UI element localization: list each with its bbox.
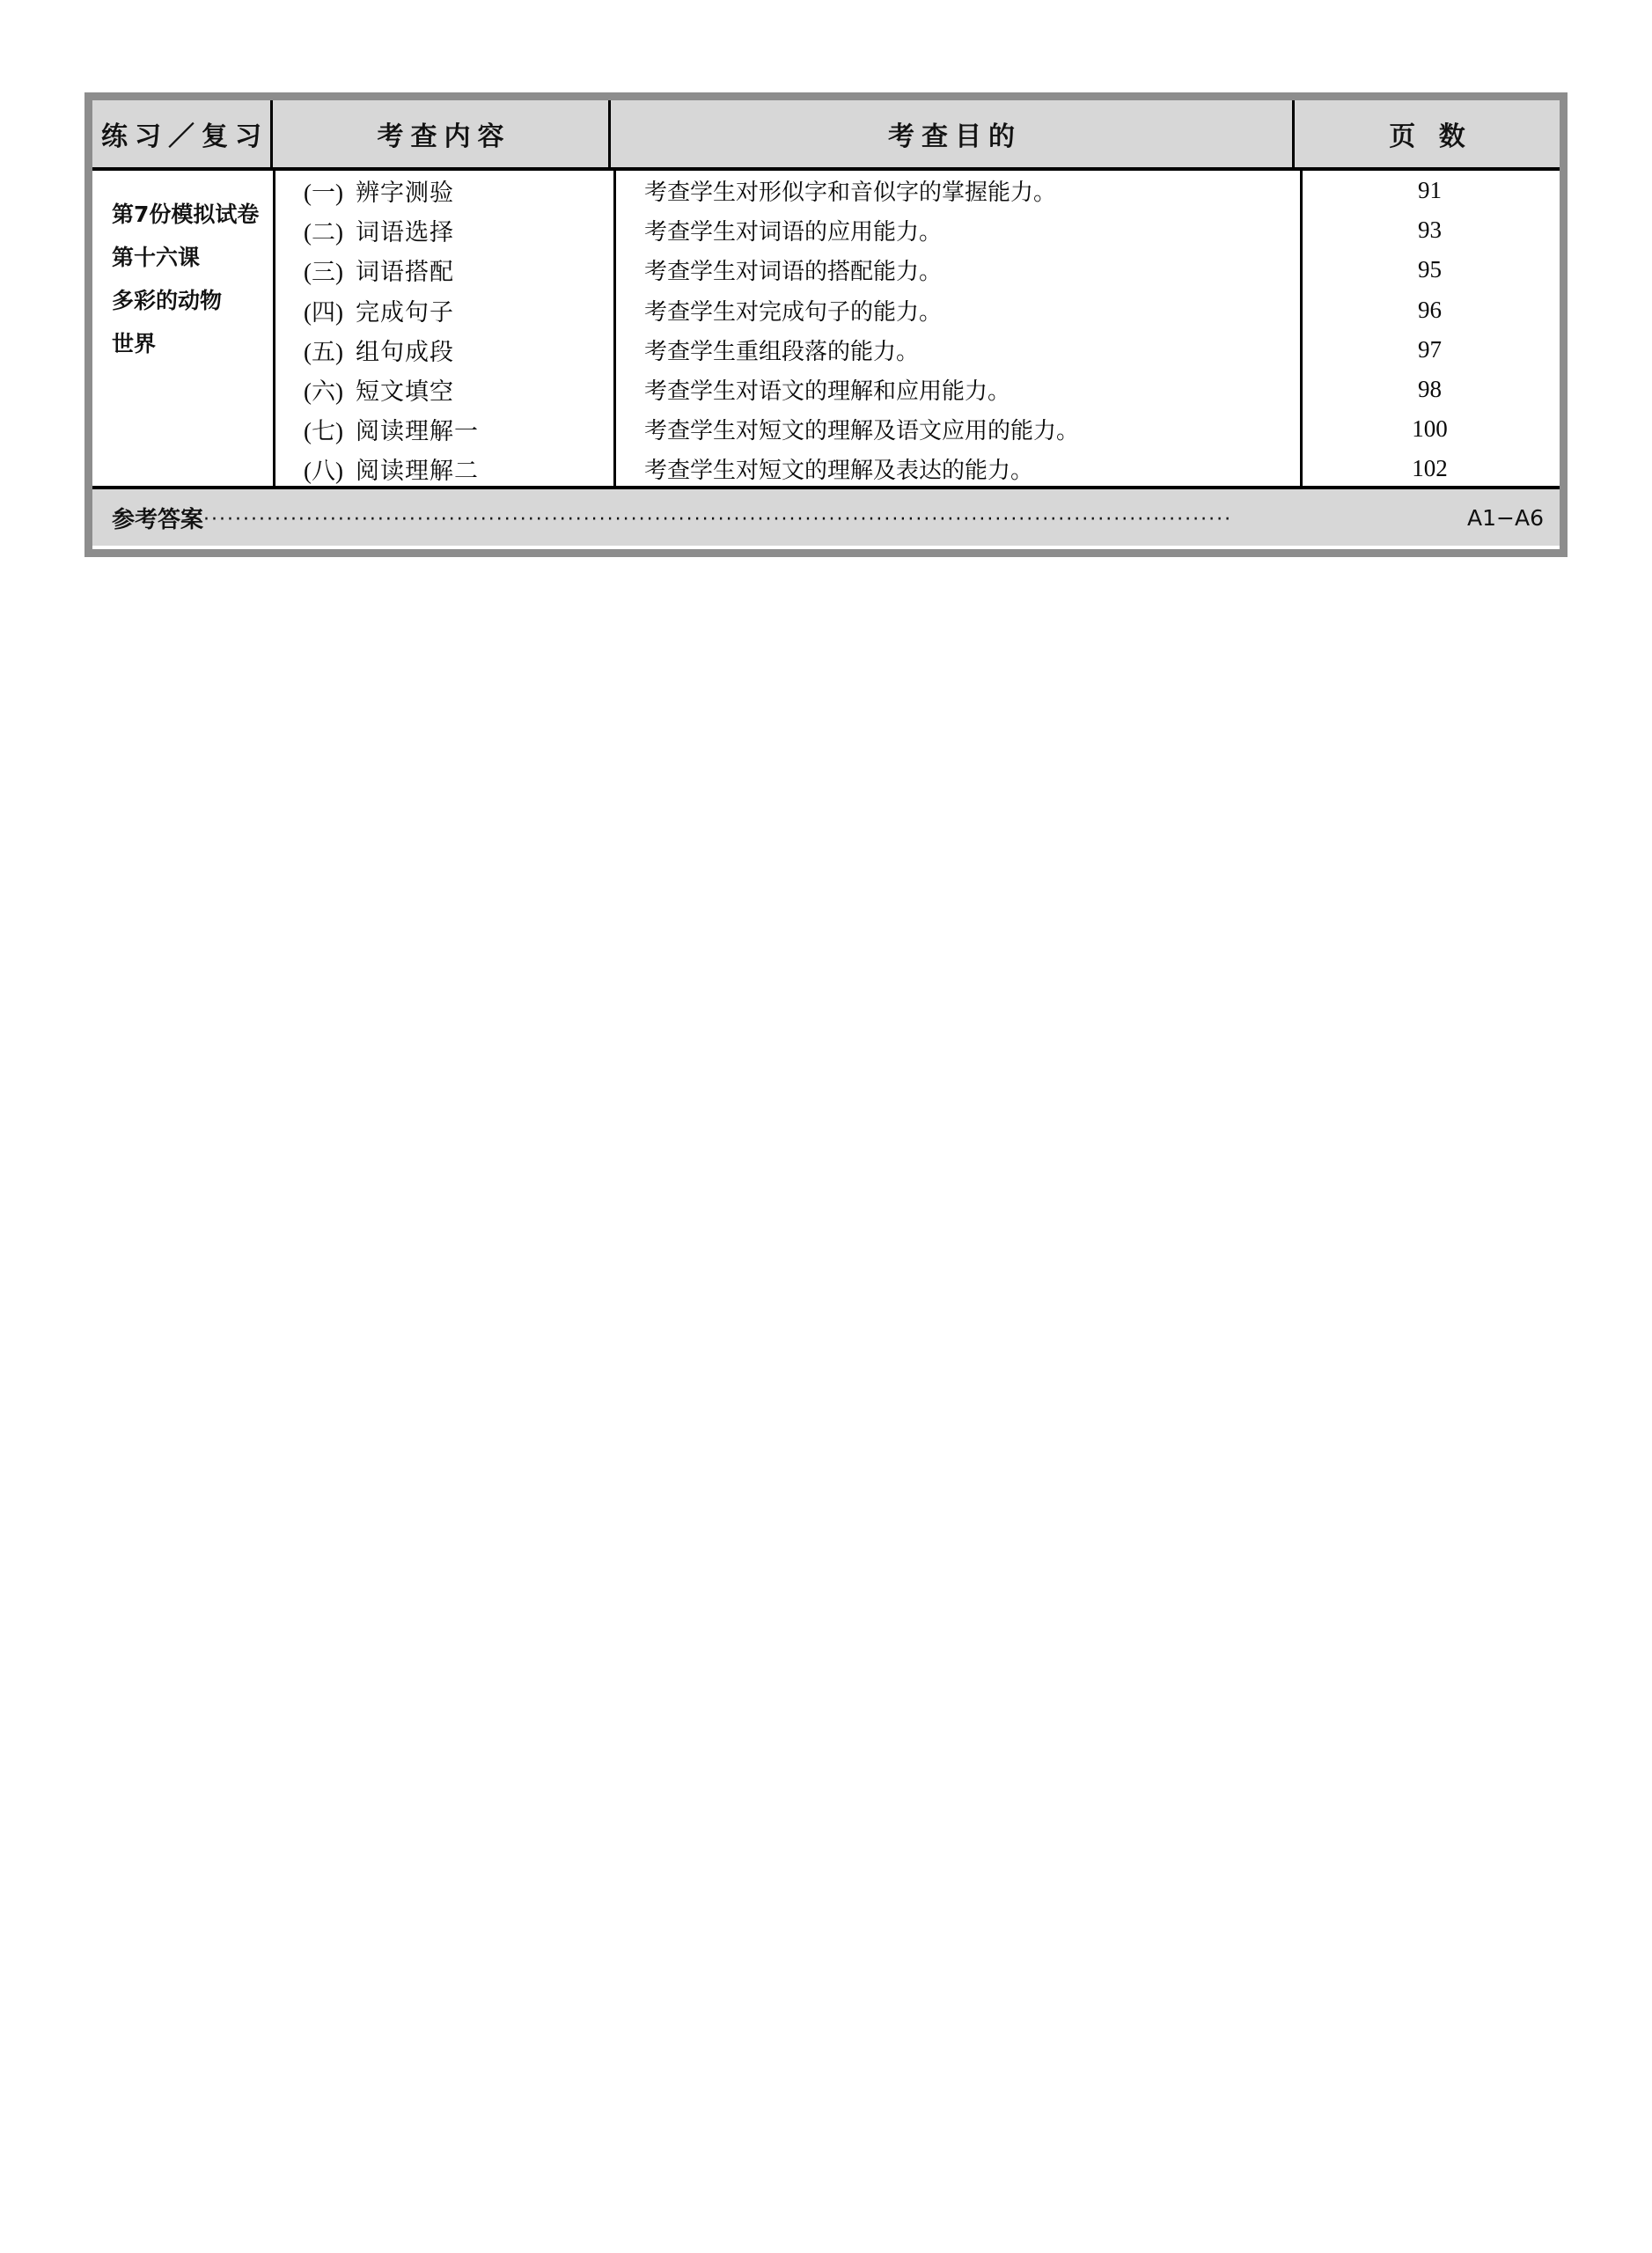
table-row bbox=[273, 250, 1560, 290]
answer-key-label: 参考答案 bbox=[112, 506, 204, 533]
table-row bbox=[273, 210, 1560, 250]
column-header-content: 考查内容 bbox=[273, 100, 611, 167]
row-purpose: 考查学生重组段落的能力。 bbox=[644, 338, 920, 364]
table-row bbox=[273, 370, 1560, 409]
table-body bbox=[92, 171, 1560, 489]
dot-leader: ·································································································································· bbox=[203, 508, 1233, 531]
row-content bbox=[273, 451, 613, 486]
row-purpose: 考查学生对词语的应用能力。 bbox=[644, 219, 943, 246]
row-purpose: 考查学生对短文的理解及语文应用的能力。 bbox=[644, 418, 1080, 444]
table-row bbox=[273, 449, 1560, 488]
row-page-number: 97 bbox=[1418, 335, 1442, 363]
unit-line: 世界 bbox=[112, 331, 157, 356]
row-content bbox=[273, 253, 613, 287]
toc-table bbox=[92, 100, 1560, 549]
row-content bbox=[273, 372, 613, 407]
row-content-label: 词语搭配 bbox=[355, 259, 454, 286]
row-number: (三) bbox=[304, 259, 343, 286]
row-page-number: 96 bbox=[1418, 296, 1442, 323]
column-header-purpose: 考查目的 bbox=[611, 100, 1295, 167]
table-row bbox=[273, 409, 1560, 449]
table-header-row bbox=[92, 100, 1560, 171]
row-number: (五) bbox=[304, 338, 343, 365]
row-content-label: 短文填空 bbox=[355, 378, 454, 406]
row-number: (八) bbox=[304, 458, 343, 485]
row-purpose: 考查学生对完成句子的能力。 bbox=[644, 298, 943, 325]
row-page-number: 93 bbox=[1418, 216, 1442, 244]
row-number: (六) bbox=[304, 378, 343, 406]
column-header-page: 页 数 bbox=[1389, 121, 1472, 152]
row-page-number: 98 bbox=[1418, 376, 1442, 403]
row-page-number: 102 bbox=[1412, 455, 1448, 482]
row-number: (一) bbox=[304, 180, 343, 207]
row-purpose: 考查学生对语文的理解和应用能力。 bbox=[644, 378, 1011, 405]
unit-cell bbox=[92, 171, 273, 365]
row-content bbox=[273, 333, 613, 367]
table-row bbox=[273, 330, 1560, 370]
unit-line: 第7份模拟试卷 bbox=[112, 202, 260, 227]
row-page-number: 95 bbox=[1418, 256, 1442, 283]
row-number: (二) bbox=[304, 219, 343, 246]
unit-line: 多彩的动物 bbox=[112, 288, 223, 313]
row-number: (四) bbox=[304, 298, 343, 326]
table-row bbox=[273, 171, 1560, 210]
row-content bbox=[273, 412, 613, 446]
row-content-label: 组句成段 bbox=[355, 338, 454, 365]
answer-key-page-range: A1−A6 bbox=[1467, 504, 1544, 531]
row-purpose: 考查学生对短文的理解及表达的能力。 bbox=[644, 458, 1034, 484]
row-content-label: 辨字测验 bbox=[355, 180, 454, 207]
row-content-label: 词语选择 bbox=[355, 219, 454, 246]
column-header-unit: 练习／复习 bbox=[92, 100, 273, 167]
toc-table-frame bbox=[84, 92, 1568, 557]
unit-line: 第十六课 bbox=[112, 245, 201, 270]
answer-key-row bbox=[92, 489, 1560, 546]
row-page-number: 100 bbox=[1412, 415, 1448, 443]
table-rows bbox=[273, 171, 1560, 486]
row-purpose: 考查学生对形似字和音似字的掌握能力。 bbox=[644, 180, 1057, 206]
row-content bbox=[273, 173, 613, 208]
row-content bbox=[273, 213, 613, 247]
row-content-label: 完成句子 bbox=[355, 298, 454, 326]
row-content-label: 阅读理解一 bbox=[355, 418, 479, 445]
row-number: (七) bbox=[304, 418, 343, 445]
row-page-number: 91 bbox=[1418, 177, 1442, 204]
row-purpose: 考查学生对词语的搭配能力。 bbox=[644, 259, 943, 285]
table-row bbox=[273, 290, 1560, 330]
row-content-label: 阅读理解二 bbox=[355, 458, 479, 485]
row-content bbox=[273, 293, 613, 327]
